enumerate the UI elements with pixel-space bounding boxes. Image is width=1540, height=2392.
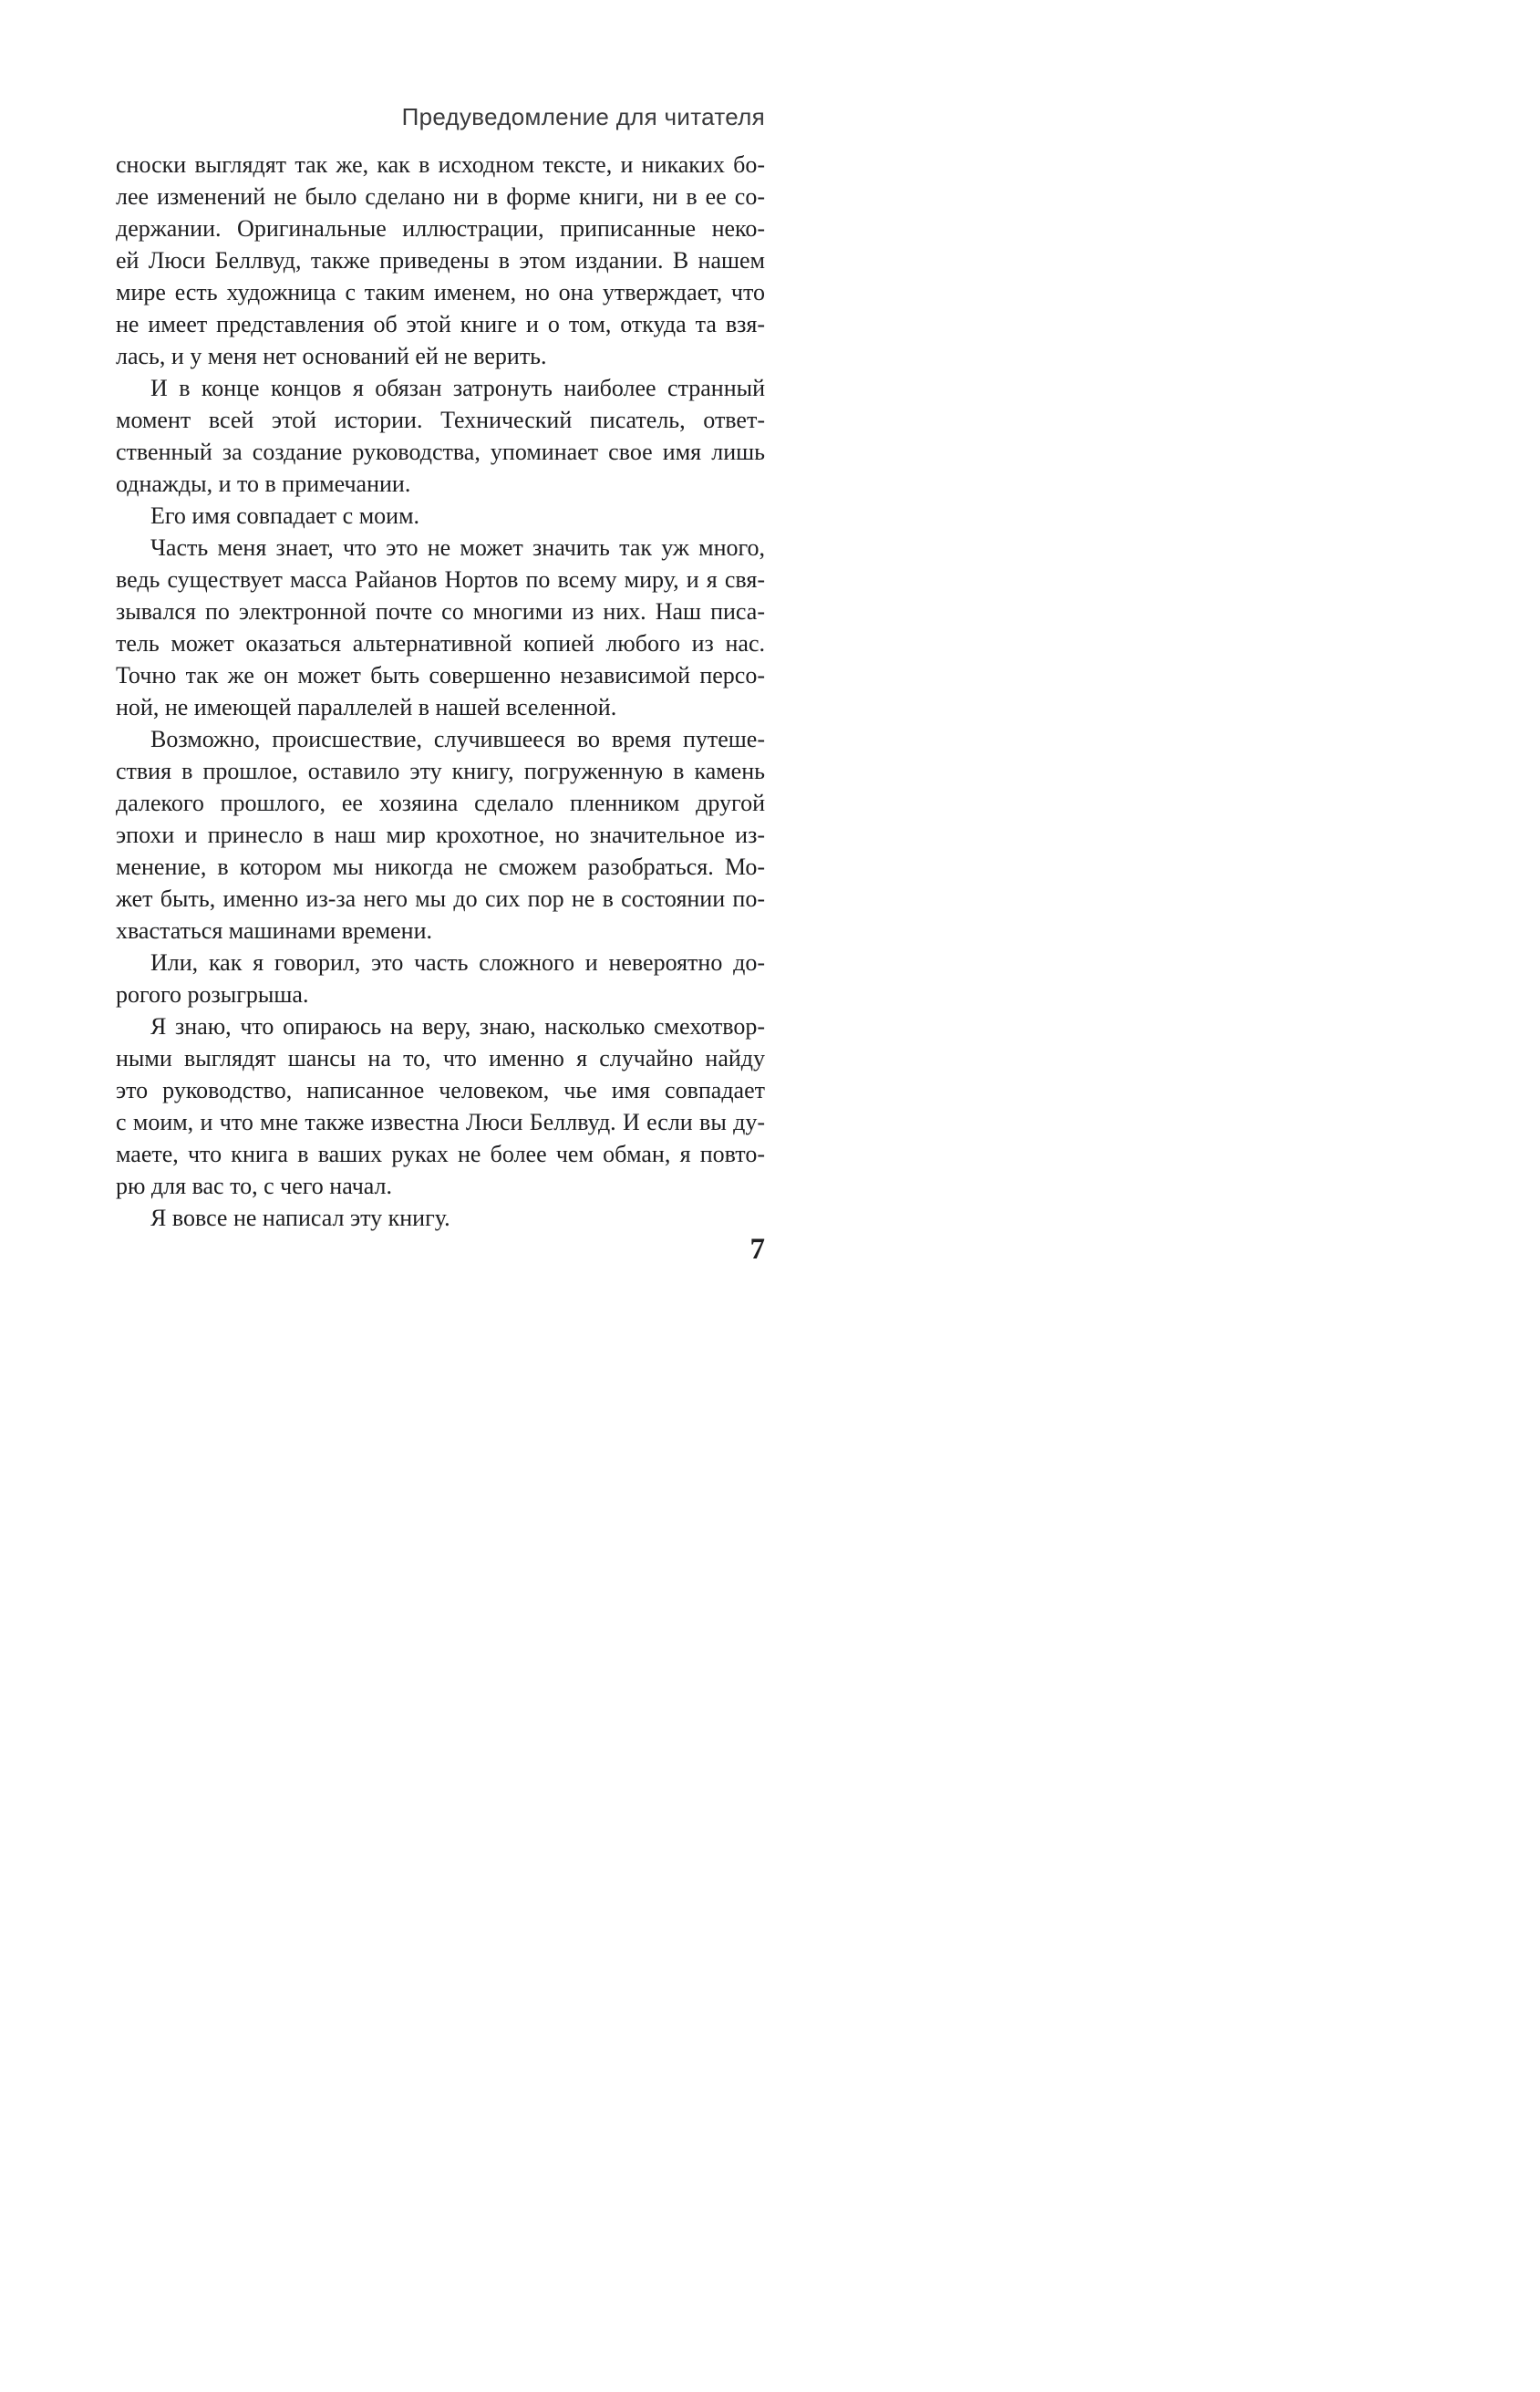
- text-line: это руководство, написанное человеком, чье имя совпадает: [116, 1077, 765, 1103]
- text-line: маете, что книга в ваших руках не более чем обман, я повто-: [116, 1141, 765, 1167]
- text-line: ей Люси Беллвуд, также приведены в этом издании. В нашем: [116, 247, 765, 274]
- text-line: ведь существует масса Райанов Нортов по всему миру, и я свя-: [116, 566, 765, 593]
- text-line: держании. Оригинальные иллюстрации, приписанные неко-: [116, 215, 765, 242]
- text-line: менение, в котором мы никогда не сможем разобраться. Мо-: [116, 854, 765, 880]
- text-line: зывался по электронной почте со многими из них. Наш писа-: [116, 598, 765, 625]
- paragraph: [116, 149, 765, 372]
- text-line: Точно так же он может быть совершенно независимой персо-: [116, 662, 765, 689]
- paragraph: [116, 1202, 765, 1234]
- text-line: однажды, и то в примечании.: [116, 471, 411, 497]
- text-line: Или, как я говорил, это часть сложного и невероятно до-: [150, 949, 765, 976]
- paragraph: [116, 532, 765, 723]
- text-line: лее изменений не было сделано ни в форме книги, ни в ее со-: [116, 183, 765, 210]
- text-line: ствия в прошлое, оставило эту книгу, погруженную в камень: [116, 758, 765, 784]
- text-line: с моим, и что мне также известна Люси Беллвуд. И если вы ду-: [116, 1109, 765, 1135]
- page-number: 7: [749, 1233, 765, 1266]
- text-line: лась, и у меня нет оснований ей не верить.: [116, 343, 547, 369]
- text-line: Я вовсе не написал эту книгу.: [150, 1205, 450, 1231]
- text-line: тель может оказаться альтернативной копией любого из нас.: [116, 630, 765, 657]
- paragraph: [116, 723, 765, 947]
- text-line: ной, не имеющей параллелей в нашей вселенной.: [116, 694, 617, 720]
- paragraph: [116, 1010, 765, 1202]
- text-line: Часть меня знает, что это не может значить так уж много,: [150, 534, 765, 561]
- text-line: Его имя совпадает с моим.: [150, 502, 420, 529]
- text-line: эпохи и принесло в наш мир крохотное, но значительное из-: [116, 822, 765, 848]
- paragraph: [116, 947, 765, 1010]
- text-line: момент всей этой истории. Технический писатель, ответ-: [116, 407, 765, 433]
- text-line: рю для вас то, с чего начал.: [116, 1173, 393, 1199]
- text-line: ственный за создание руководства, упоминает свое имя лишь: [116, 439, 765, 465]
- text-line: рогого розыгрыша.: [116, 981, 309, 1008]
- text-line: не имеет представления об этой книге и о том, откуда та взя-: [116, 311, 765, 337]
- text-line: Я знаю, что опираюсь на веру, знаю, насколько смехотвор-: [150, 1013, 765, 1040]
- text-line: Возможно, происшествие, случившееся во время путеше-: [150, 726, 765, 752]
- body-text: [116, 149, 765, 1234]
- paragraph: [116, 372, 765, 500]
- text-line: жет быть, именно из-за него мы до сих пор не в состоянии по-: [116, 885, 765, 912]
- text-line: мире есть художница с таким именем, но она утверждает, что: [116, 279, 765, 305]
- text-line: хвастаться машинами времени.: [116, 917, 432, 944]
- paragraph: [116, 500, 765, 532]
- text-line: далекого прошлого, ее хозяина сделало пленником другой: [116, 790, 765, 816]
- text-line: И в конце концов я обязан затронуть наиболее странный: [150, 375, 765, 401]
- running-header: Предуведомление для читателя: [401, 103, 765, 130]
- text-line: сноски выглядят так же, как в исходном тексте, и никаких бо-: [116, 151, 765, 178]
- text-line: ными выглядят шансы на то, что именно я случайно найду: [116, 1045, 765, 1072]
